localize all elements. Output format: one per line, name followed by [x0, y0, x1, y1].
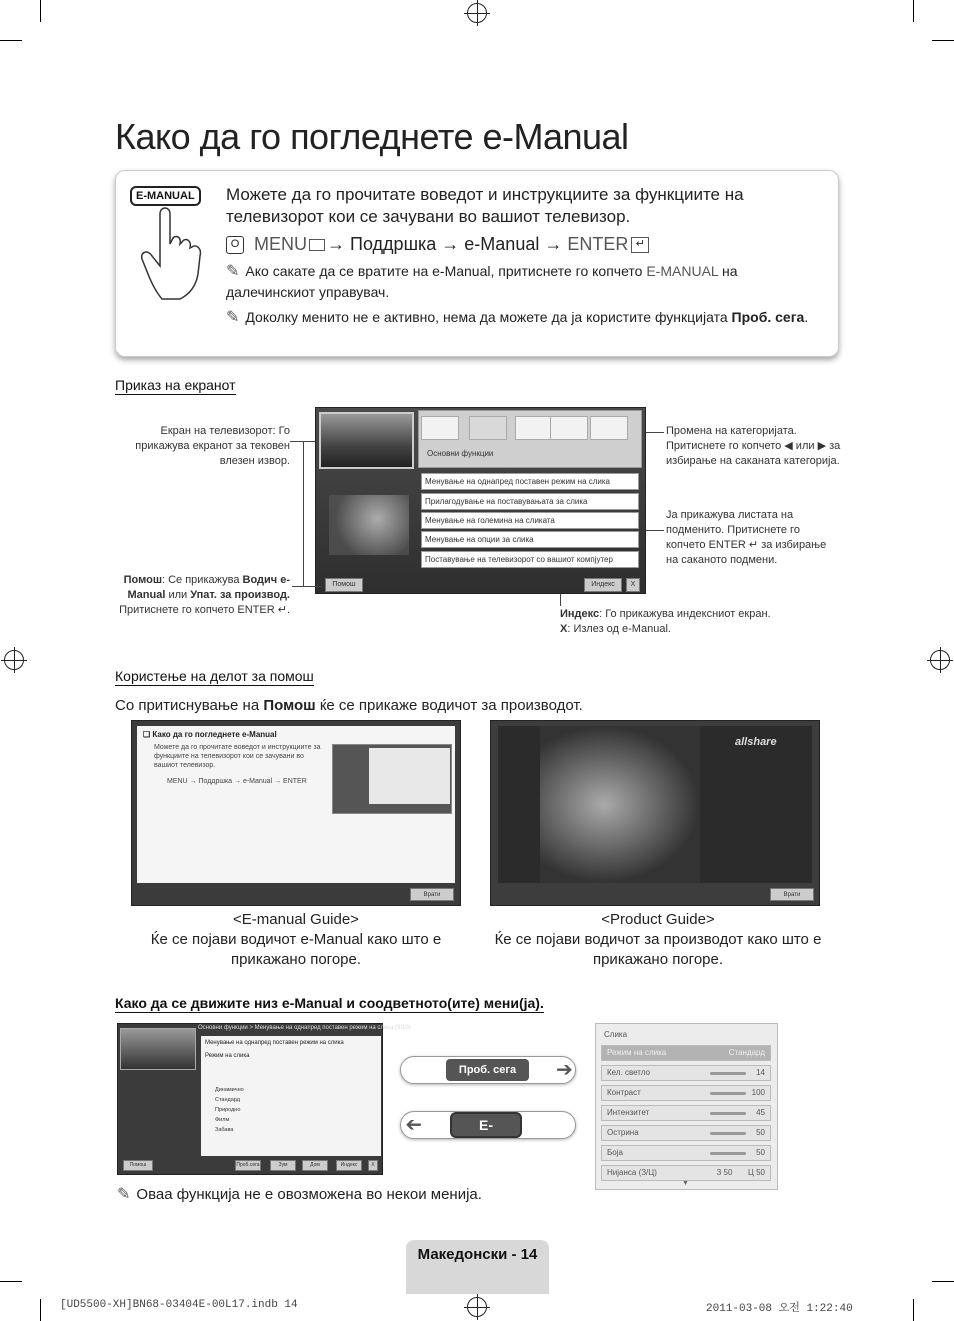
caption-text: Ја прикажува листата на подменито. Притиснете го копчето	[666, 509, 800, 551]
submenu-item[interactable]: Менување на однапред поставен режим на слика	[421, 473, 639, 490]
scroll-down-icon[interactable]: ▼	[682, 1180, 689, 1187]
nav-note	[117, 1184, 482, 1204]
settings-value: 100	[751, 1088, 765, 1097]
help-text: ќе се прикаже водичот за производот.	[315, 697, 583, 714]
help-text: Со притиснување на	[115, 697, 264, 714]
caption-text: : Излез од e-Manual.	[567, 623, 671, 635]
pencil-icon: ✎	[226, 263, 240, 280]
nav-bullet: Природно	[215, 1107, 241, 1113]
caption-text: Притиснете го копчето	[119, 604, 238, 616]
guide-caption-title: <E-manual Guide>	[233, 911, 359, 928]
settings-value: 50	[756, 1148, 765, 1157]
decor-image	[329, 495, 409, 555]
try-now-button[interactable]: Проб.сега	[235, 1160, 261, 1171]
nav-bullet: Филм	[215, 1117, 230, 1123]
remote-hand-icon	[130, 186, 201, 206]
section-heading: Приказ на екранот	[115, 377, 236, 393]
tab-icon[interactable]	[515, 416, 553, 440]
product-image	[540, 726, 700, 883]
caption-text: .	[286, 604, 290, 616]
try-now-badge: Проб. сега	[446, 1059, 529, 1081]
crop-mark	[932, 1281, 954, 1282]
guide-caption	[490, 910, 826, 970]
settings-row[interactable]	[601, 1165, 771, 1181]
nav-sub: Режим на слика	[205, 1053, 250, 1059]
guide-thumb-menu	[369, 748, 450, 804]
enter-label: ENTER	[567, 234, 629, 254]
menu-icon	[309, 239, 325, 251]
crop-mark	[932, 40, 954, 41]
settings-label: Кел. светло	[607, 1068, 650, 1077]
guide-caption-text: Ќе се појави водичот за производот како што е прикажано погоре.	[494, 931, 822, 968]
enter-icon: ↵	[745, 539, 759, 551]
footer-date: 2011-03-08 오전 1:22:40	[706, 1303, 853, 1315]
guide-title-text: Како да го погледнете e-Manual	[152, 730, 277, 739]
caption-key: Помош	[123, 574, 162, 586]
tab-icon[interactable]	[590, 416, 628, 440]
settings-label: Боја	[607, 1148, 623, 1157]
settings-row[interactable]	[601, 1045, 771, 1061]
help-line	[115, 697, 583, 714]
nav-bullet: Стандард	[215, 1097, 240, 1103]
caption-text: : Го прикажува индексниот екран.	[599, 608, 771, 620]
footer-file: [UD5500-XH]BN68-03404E-00L17.indb 14	[60, 1299, 298, 1311]
settings-label: Режим на слика	[607, 1048, 667, 1057]
caption-text: или	[165, 589, 191, 601]
pencil-icon: ✎	[226, 309, 240, 326]
caption-key: ENTER	[708, 539, 746, 551]
nav-thumb	[120, 1028, 196, 1070]
tv-screen-caption: Екран на телевизорот: Го прикажува екранот за тековен влезен извор.	[135, 425, 290, 467]
close-button[interactable]: X	[368, 1160, 378, 1171]
index-button[interactable]: Индекс	[336, 1160, 362, 1171]
registration-mark-icon	[930, 650, 950, 670]
settings-label: Контраст	[607, 1088, 641, 1097]
index-caption	[560, 607, 820, 637]
section-heading: Користење на делот за помош	[115, 668, 314, 684]
note-text: .	[804, 309, 809, 325]
submenu-caption	[666, 508, 841, 568]
section-heading: Како да се движите низ e-Manual и соодветното(ите) мени(ја).	[115, 995, 544, 1011]
callout-line	[292, 586, 322, 587]
back-button[interactable]: Врати	[410, 888, 454, 901]
submenu-item[interactable]: Менување на опции за слика	[421, 531, 639, 548]
note-2	[226, 307, 816, 328]
registration-mark-icon	[467, 3, 487, 23]
home-button[interactable]: Дом	[302, 1160, 328, 1171]
registration-mark-icon	[4, 650, 24, 670]
settings-label: Острина	[607, 1128, 639, 1137]
settings-value: Стандард	[728, 1048, 765, 1057]
emanual-badge: E-MANUAL	[130, 186, 201, 206]
settings-row[interactable]	[601, 1105, 771, 1121]
caption-text: за избирање на саканото подмени.	[666, 539, 827, 566]
settings-row[interactable]	[601, 1125, 771, 1141]
note-1	[226, 261, 816, 302]
nav-bullets	[215, 1085, 244, 1135]
crop-mark	[0, 40, 22, 41]
registration-mark-icon	[467, 1297, 487, 1317]
close-button[interactable]: X	[626, 578, 640, 592]
nav-heading: Менување на однапред поставен режим на слика	[205, 1040, 344, 1046]
arrow-right-icon: ➔	[556, 1059, 573, 1081]
callout-line	[646, 432, 664, 433]
note-key: Проб. сега	[731, 309, 805, 325]
caption-key: Индекс	[560, 608, 600, 620]
crop-mark	[913, 1299, 914, 1321]
help-button[interactable]: Помош	[325, 578, 363, 592]
enter-icon: ↵	[274, 604, 287, 616]
settings-row[interactable]	[601, 1065, 771, 1081]
note-text: Доколку менито не е активно, нема да можете да ја користите функцијата	[245, 309, 732, 325]
settings-title: Слика	[604, 1030, 628, 1039]
guide-path: MENU → Поддршка → e-Manual → ENTER	[167, 778, 307, 785]
pencil-icon: ✎	[117, 1186, 131, 1203]
caption-key: X	[560, 623, 568, 635]
menu-label: MENU	[254, 234, 307, 254]
note-key: E-MANUAL	[646, 263, 719, 279]
tab-icon[interactable]	[550, 416, 588, 440]
enter-icon: ↵	[631, 237, 649, 253]
settings-slider	[710, 1112, 746, 1115]
settings-label: Интензитет	[607, 1108, 650, 1117]
guide-body: Можете да го прочитате воведот и инструкциите за функциите на телевизорот кои се зачувани во вашиот телевизор.	[154, 744, 321, 769]
submenu-item[interactable]: Поставување на телевизорот со вашиот компјутер	[421, 551, 639, 568]
settings-value: 14	[756, 1068, 765, 1077]
page-title: Како да го погледнете e-Manual	[115, 116, 629, 157]
help-key: Помош	[263, 697, 316, 714]
allshare-logo: allshare	[735, 736, 777, 748]
crop-mark	[40, 0, 41, 22]
menu-path-badge: O	[226, 236, 244, 254]
settings-value: 45	[756, 1108, 765, 1117]
submenu-item[interactable]: Менување на големина на сликата	[421, 512, 639, 529]
arrow-left-icon: ➔	[405, 1114, 422, 1136]
category-caption: Промена на категоријата. Притиснете го копчето ◀ или ▶ за избирање на саканата категорија.	[666, 425, 841, 467]
caption-key: Упат. за производ.	[190, 589, 290, 601]
settings-slider	[710, 1132, 746, 1135]
index-button[interactable]: Индекс	[584, 578, 622, 592]
callout-line	[560, 594, 561, 606]
caption-text: : Се прикажува	[162, 574, 243, 586]
tv-preview	[319, 412, 414, 469]
caption-key: ENTER	[237, 604, 275, 616]
note-text: на далечинскиот управувач.	[226, 263, 738, 300]
callout-line	[303, 441, 304, 586]
nav-bullet: Забава	[215, 1127, 234, 1133]
page-number: Македонски - 14	[406, 1240, 549, 1294]
tab-icon[interactable]	[469, 416, 507, 440]
nav-note-text: Оваа функција не е овозможена во некои менија.	[136, 1186, 482, 1203]
settings-value: 50	[756, 1128, 765, 1137]
intro-text: Можете да го прочитате воведот и инструкциите за функциите на телевизорот кои се зачувани во вашиот телевизор.	[226, 185, 744, 226]
note-text: Ако сакате да се вратите на e-Manual, притиснете го копчето	[245, 263, 647, 279]
help-button[interactable]: Помош	[123, 1160, 153, 1171]
emanual-badge: E-MANUAL	[450, 1112, 522, 1138]
guide-title: ❑ Како да го погледнете e-Manual	[143, 730, 277, 739]
crop-mark	[40, 1299, 41, 1321]
back-button[interactable]: Врати	[770, 888, 814, 901]
guide-caption-title: <Product Guide>	[601, 911, 715, 928]
menu-path-steps: → Поддршка → e-Manual →	[327, 234, 568, 254]
submenu-item[interactable]: Прилагодување на поставувањата за слика	[421, 493, 639, 510]
callout-line	[646, 530, 664, 531]
settings-row[interactable]	[601, 1085, 771, 1101]
guide-caption-text: Ќе се појави водичот e-Manual како што е прикажано погоре.	[150, 931, 442, 968]
caption-key: Водич e-Manual	[127, 574, 290, 601]
settings-slider	[710, 1072, 746, 1075]
crop-mark	[913, 0, 914, 22]
category-label: Основни функции	[427, 449, 494, 458]
settings-slider	[710, 1092, 746, 1095]
settings-slider	[710, 1152, 746, 1155]
settings-label: Нијанса (З/Ц)	[607, 1168, 657, 1177]
zoom-button[interactable]: Зум	[270, 1160, 296, 1171]
settings-value: З 50 Ц 50	[716, 1168, 765, 1177]
settings-row[interactable]	[601, 1145, 771, 1161]
guide-caption	[131, 910, 461, 970]
nav-breadcrumb: Основни функции > Менување на однапред поставен режим на слика (9/10)	[198, 1025, 411, 1031]
crop-mark	[0, 1281, 22, 1282]
help-caption	[110, 573, 290, 618]
tab-icon[interactable]	[421, 416, 459, 440]
menu-path	[226, 234, 649, 255]
nav-bullet: Динамично	[215, 1087, 244, 1093]
